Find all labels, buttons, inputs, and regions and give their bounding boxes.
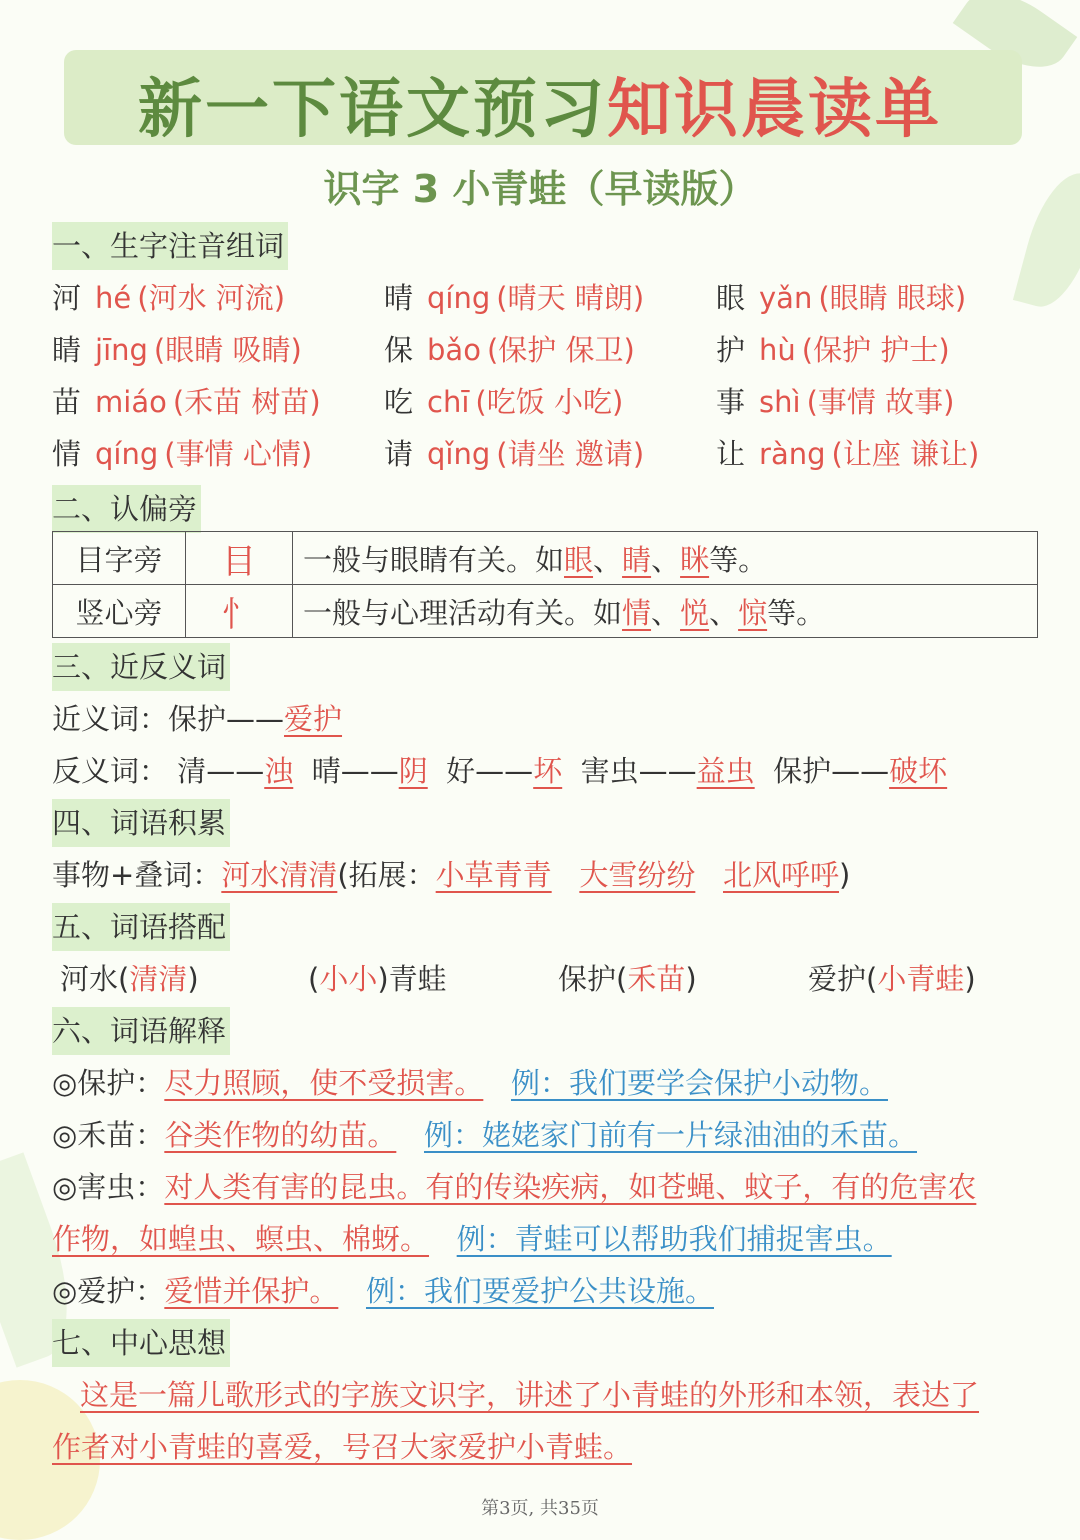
- char-glyph: 河: [52, 281, 82, 315]
- char-pinyin: shì: [759, 385, 801, 419]
- char-pinyin: qǐng: [427, 437, 491, 471]
- radical-glyph: 目: [186, 532, 293, 585]
- char-words: (事情 心情): [164, 437, 313, 471]
- radical-name: 目字旁: [53, 532, 186, 585]
- page-subtitle: 识字 3 小青蛙（早读版）: [323, 167, 757, 211]
- explanation-item-continued: 作物，如蝗虫、螟虫、棉蚜。 例：青蛙可以帮助我们捕捉害虫。: [52, 1222, 892, 1256]
- section-heading-main-idea: 七、中心思想: [52, 1319, 230, 1367]
- char-words: (晴天 晴朗): [496, 281, 645, 315]
- char-entry: [384, 430, 644, 478]
- char-words: (吃饭 小吃): [475, 385, 624, 419]
- char-entry: [384, 326, 635, 374]
- char-words: (保护 保卫): [486, 333, 635, 367]
- char-words: (请坐 邀请): [496, 437, 645, 471]
- char-entry: [52, 274, 285, 322]
- char-words: (事情 故事): [806, 385, 955, 419]
- collocation-item: (小小)青蛙: [308, 962, 447, 996]
- radical-desc: 一般与眼睛有关。如眼、睛、眯等。: [293, 532, 1038, 585]
- char-words: (保护 护士): [801, 333, 950, 367]
- char-entry: [716, 378, 954, 426]
- section-heading-synonyms: 三、近反义词: [52, 643, 230, 691]
- radical-glyph: 忄: [186, 585, 293, 638]
- char-entry: [716, 274, 966, 322]
- char-words: (让座 谦让): [831, 437, 980, 471]
- collocation-item: 保护(禾苗): [558, 962, 697, 996]
- char-words: (河水 河流): [137, 281, 286, 315]
- char-entry: [716, 430, 979, 478]
- char-glyph: 事: [716, 385, 746, 419]
- table-row: [53, 585, 1038, 638]
- char-words: (禾苗 树苗): [172, 385, 321, 419]
- collocation-item: 爱护(小青蛙): [808, 962, 976, 996]
- char-glyph: 眼: [716, 281, 746, 315]
- explanation-item: ◎保护：尽力照顾，使不受损害。 例：我们要学会保护小动物。: [52, 1066, 888, 1100]
- explanation-item: ◎禾苗：谷类作物的幼苗。 例：姥姥家门前有一片绿油油的禾苗。: [52, 1118, 917, 1152]
- char-glyph: 苗: [52, 385, 82, 419]
- radical-table: [52, 531, 1038, 638]
- section-heading-chars: 一、生字注音组词: [52, 222, 288, 270]
- page-number: 第3页, 共35页: [481, 1498, 599, 1519]
- char-glyph: 吃: [384, 385, 414, 419]
- char-words: (眼睛 吸睛): [153, 333, 302, 367]
- accumulation-line: 事物+叠词：河水清清(拓展：小草青青 大雪纷纷 北风呼呼): [52, 858, 851, 892]
- radical-desc: 一般与心理活动有关。如情、悦、惊等。: [293, 585, 1038, 638]
- section-heading-accumulation: 四、词语积累: [52, 799, 230, 847]
- table-row: [53, 532, 1038, 585]
- char-pinyin: hé: [95, 281, 132, 315]
- char-pinyin: hù: [759, 333, 796, 367]
- char-glyph: 护: [716, 333, 746, 367]
- char-glyph: 情: [52, 437, 82, 471]
- char-pinyin: jīng: [95, 333, 148, 367]
- antonym-line: 反义词： 清——浊 晴——阴 好——坏 害虫——益虫 保护——破坏: [52, 754, 948, 788]
- char-glyph: 让: [716, 437, 746, 471]
- synonym-line: 近义词：保护——爱护: [52, 702, 343, 736]
- char-entry: [52, 378, 321, 426]
- char-glyph: 请: [384, 437, 414, 471]
- char-words: (眼睛 眼球): [818, 281, 967, 315]
- char-entry: [52, 326, 302, 374]
- collocation-item: 河水(清清): [60, 962, 199, 996]
- char-entry: [52, 430, 312, 478]
- char-pinyin: qíng: [95, 437, 159, 471]
- explanation-item: ◎害虫：对人类有害的昆虫。有的传染疾病，如苍蝇、蚊子，有的危害农: [52, 1170, 977, 1204]
- page-title: 新一下语文预习知识晨读单: [138, 72, 942, 147]
- section-heading-collocation: 五、词语搭配: [52, 903, 230, 951]
- section-heading-radicals: 二、认偏旁: [52, 485, 201, 533]
- char-glyph: 保: [384, 333, 414, 367]
- char-pinyin: miáo: [95, 385, 167, 419]
- main-idea-line1: 这是一篇儿歌形式的字族文识字，讲述了小青蛙的外形和本领，表达了: [80, 1378, 980, 1412]
- section-heading-explanations: 六、词语解释: [52, 1007, 230, 1055]
- radical-name: 竖心旁: [53, 585, 186, 638]
- char-glyph: 晴: [384, 281, 414, 315]
- char-pinyin: yǎn: [759, 281, 813, 315]
- char-entry: [716, 326, 950, 374]
- char-pinyin: chī: [427, 385, 470, 419]
- char-entry: [384, 274, 644, 322]
- main-idea-line2: 作者对小青蛙的喜爱，号召大家爱护小青蛙。: [52, 1430, 633, 1464]
- char-pinyin: bǎo: [427, 333, 481, 367]
- char-pinyin: ràng: [759, 437, 826, 471]
- char-pinyin: qíng: [427, 281, 491, 315]
- char-entry: [384, 378, 623, 426]
- char-glyph: 睛: [52, 333, 82, 367]
- explanation-item: ◎爱护：爱惜并保护。 例：我们要爱护公共设施。: [52, 1274, 714, 1308]
